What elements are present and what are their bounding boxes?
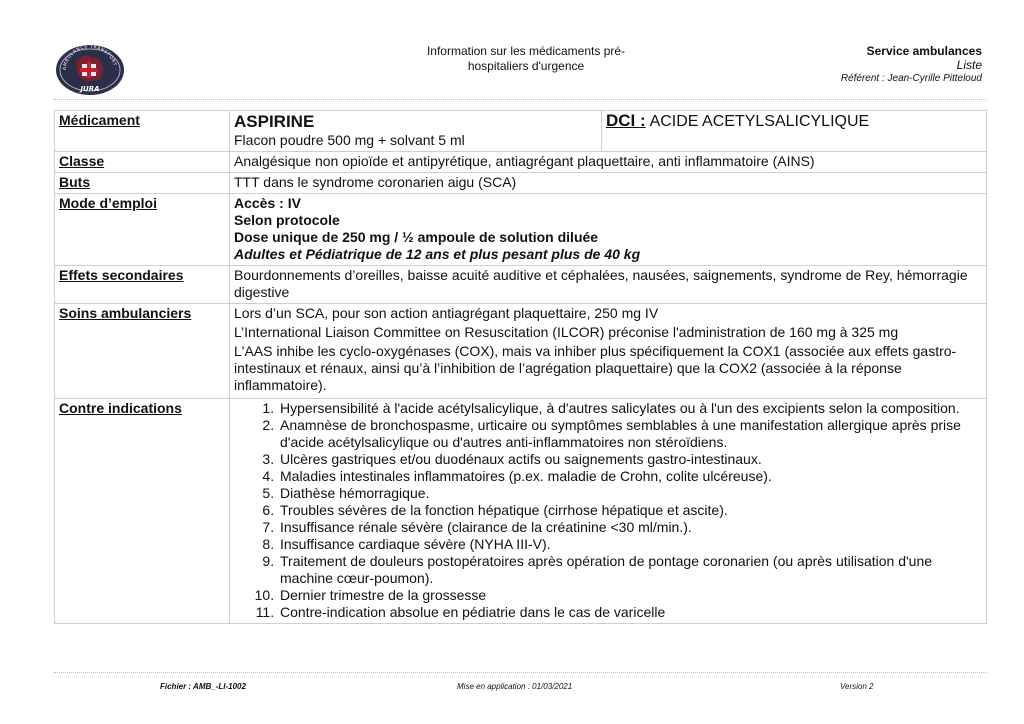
header-divider xyxy=(54,99,986,100)
list-item: 8. Insuffisance cardiaque sévère (NYHA III-V). xyxy=(278,536,982,553)
row-effets xyxy=(55,266,987,304)
medication-table xyxy=(54,110,987,624)
soins-cell xyxy=(230,304,987,399)
mode-access: Accès : IV xyxy=(234,195,301,211)
row-buts xyxy=(55,173,987,194)
mode-dose: Dose unique de 250 mg / ½ ampoule de solution diluée xyxy=(234,229,599,245)
footer-file: Fichier : AMB_-LI-1002 xyxy=(160,682,246,691)
list-item: 7. Insuffisance rénale sévère (clairance de la créatinine <30 ml/min.). xyxy=(278,519,982,536)
row-contre-indications xyxy=(55,399,987,624)
label-medicament: Médicament xyxy=(55,111,230,152)
label-contre-indications: Contre indications xyxy=(55,399,230,624)
mode-protocol: Selon protocole xyxy=(234,212,340,228)
row-soins xyxy=(55,304,987,399)
classe-value: Analgésique non opioïde et antipyrétique, antiagrégant plaquettaire, anti inflammatoire (AINS) xyxy=(230,152,987,173)
service-name: Service ambulances xyxy=(866,44,982,58)
service-logo xyxy=(54,42,126,96)
footer-version: Version 2 xyxy=(840,682,874,691)
mode-emploi-cell xyxy=(230,194,987,266)
label-buts: Buts xyxy=(55,173,230,194)
list-item: 1. Hypersensibilité à l'acide acétylsalicylique, à d'autres salicylates ou à l'un des excipients selon la composition. xyxy=(278,400,982,417)
footer-date: Mise en application : 01/03/2021 xyxy=(457,682,573,691)
cell-dci xyxy=(602,111,987,152)
list-item: 3. Ulcères gastriques et/ou duodénaux actifs ou saignements gastro-intestinaux. xyxy=(278,451,982,468)
list-item: 11. Contre-indication absolue en pédiatrie dans le cas de varicelle xyxy=(278,604,982,621)
dci-value: ACIDE ACETYLSALICYLIQUE xyxy=(649,113,870,130)
mode-population: Adultes et Pédiatrique de 12 ans et plus pesant plus de 40 kg xyxy=(234,246,641,262)
header-service-block xyxy=(841,44,982,86)
label-mode-emploi: Mode d’emploi xyxy=(55,194,230,266)
list-item: 4. Maladies intestinales inflammatoires (p.ex. maladie de Crohn, colite ulcéreuse). xyxy=(278,468,982,485)
referent: Référent : Jean-Cyrille Pitteloud xyxy=(840,73,982,84)
contre-indications-cell xyxy=(230,399,987,624)
dci-label: DCI : xyxy=(606,111,646,130)
document-title: Information sur les médicaments pré-hospitaliers d'urgence xyxy=(426,44,626,73)
drug-name: ASPIRINE xyxy=(234,112,315,131)
contre-indications-list xyxy=(234,400,982,621)
logo-ring-text: AMBULANCE TRANSPORT · xyxy=(62,44,118,71)
soins-paragraph: Lors d’un SCA, pour son action antiagrégant plaquettaire, 250 mg IV xyxy=(234,305,659,321)
label-classe: Classe xyxy=(55,152,230,173)
effets-value: Bourdonnements d’oreilles, baisse acuité auditive et céphalées, nausées, saignements, syndrome de Rey, hémorragie digestive xyxy=(230,266,987,304)
buts-value: TTT dans le syndrome coronarien aigu (SCA) xyxy=(230,173,987,194)
list-item: 5. Diathèse hémorragique. xyxy=(278,485,982,502)
row-medicament xyxy=(55,111,987,152)
list-item: 9. Traitement de douleurs postopératoires après opération de pontage coronarien (ou après utilisation d'une machine cœur-poumon). xyxy=(278,553,982,587)
list-label: Liste xyxy=(956,58,982,72)
row-classe xyxy=(55,152,987,173)
list-item: 6. Troubles sévères de la fonction hépatique (cirrhose hépatique et ascite). xyxy=(278,502,982,519)
soins-paragraph: L'AAS inhibe les cyclo-oxygénases (COX), mais va inhiber plus spécifiquement la COX1 (associée aux effets gastro-intestinaux et rénaux, ainsi qu’à l’inhibition de l’agrégation plaquettaire) que la COX2 (associée à la réponse inflammatoire). xyxy=(234,343,957,393)
footer-divider xyxy=(54,672,986,673)
drug-form: Flacon poudre 500 mg + solvant 5 ml xyxy=(234,132,465,148)
list-item: 2. Anamnèse de bronchospasme, urticaire ou symptômes semblables à une manifestation allergique après prise d'acide acétylsalicylique ou d'autres anti-inflammatoires non stéroïdiens. xyxy=(278,417,982,451)
logo-caption: JURA xyxy=(80,85,100,93)
soins-paragraph: L’International Liaison Committee on Resuscitation (ILCOR) préconise l'administration de 160 mg à 325 mg xyxy=(234,324,899,340)
row-mode-emploi xyxy=(55,194,987,266)
label-effets: Effets secondaires xyxy=(55,266,230,304)
label-soins: Soins ambulanciers xyxy=(55,304,230,399)
list-item: 10. Dernier trimestre de la grossesse xyxy=(278,587,982,604)
cell-drug-name xyxy=(230,111,602,152)
